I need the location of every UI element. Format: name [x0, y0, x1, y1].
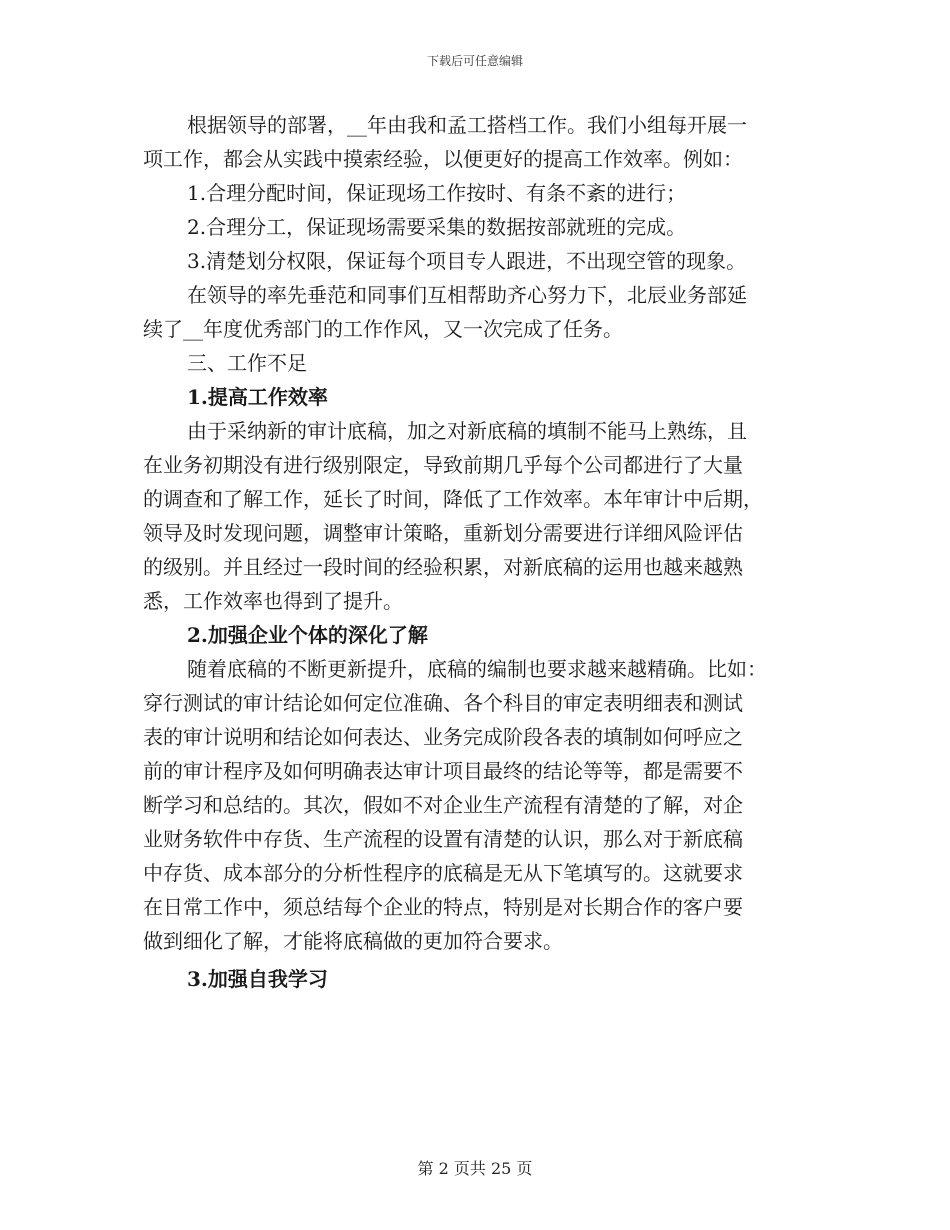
paragraph-line: 表的审计说明和结论如何表达、业务完成阶段各表的填制如何呼应之 [143, 725, 743, 749]
list-item: 1.合理分配时间，保证现场工作按时、有条不紊的进行； [187, 181, 687, 205]
paragraph-line: 在业务初期没有进行级别限定，导致前期几乎每个公司都进行了大量 [143, 453, 743, 477]
paragraph-line: 穿行测试的审计结论如何定位准确、各个科目的审定表明细表和测试 [143, 691, 743, 715]
paragraph-line: 领导及时发现问题，调整审计策略，重新划分需要进行详细风险评估 [143, 521, 743, 545]
paragraph-line: 做到细化了解，才能将底稿做的更加符合要求。 [143, 929, 563, 953]
page-number: 第 2 页共 25 页 [417, 1159, 533, 1178]
paragraph-line: 续了__年度优秀部门的工作作风，又一次完成了任务。 [143, 317, 623, 341]
paragraph-line: 在日常工作中，须总结每个企业的特点，特别是对长期合作的客户要 [143, 895, 743, 919]
paragraph-line: 的调查和了解工作，延长了时间，降低了工作效率。本年审计中后期， [143, 487, 763, 511]
paragraph-line: 业财务软件中存货、生产流程的设置有清楚的认识，那么对于新底稿 [143, 827, 743, 851]
paragraph-line: 断学习和总结的。其次，假如不对企业生产流程有清楚的了解，对企 [143, 793, 743, 817]
paragraph-line: 在领导的率先垂范和同事们互相帮助齐心努力下，北辰业务部延 [187, 283, 747, 307]
subsection-heading: 1.提高工作效率 [187, 385, 328, 409]
subsection-heading: 2.加强企业个体的深化了解 [187, 623, 428, 647]
page-header: 下载后可任意编辑 [426, 54, 523, 68]
paragraph-line: 根据领导的部署，__年由我和孟工搭档工作。我们小组每开展一 [187, 113, 747, 137]
subsection-heading: 3.加强自我学习 [187, 967, 328, 991]
paragraph-line: 随着底稿的不断更新提升，底稿的编制也要求越来越精确。比如： [187, 657, 767, 681]
paragraph-line: 中存货、成本部分的分析性程序的底稿是无从下笔填写的。这就要求 [143, 861, 743, 885]
paragraph-line: 由于采纳新的审计底稿，加之对新底稿的填制不能马上熟练，且 [187, 419, 747, 443]
paragraph-line: 项工作，都会从实践中摸索经验，以便更好的提高工作效率。例如： [143, 147, 743, 171]
list-item: 2.合理分工，保证现场需要采集的数据按部就班的完成。 [187, 215, 687, 239]
paragraph-line: 的级别。并且经过一段时间的经验积累，对新底稿的运用也越来越熟 [143, 555, 743, 579]
list-item: 3.清楚划分权限，保证每个项目专人跟进，不出现空管的现象。 [187, 249, 747, 273]
paragraph-line: 前的审计程序及如何明确表达审计项目最终的结论等等，都是需要不 [143, 759, 743, 783]
section-heading: 三、工作不足 [187, 351, 307, 375]
document-body [143, 108, 808, 996]
paragraph-line: 悉，工作效率也得到了提升。 [143, 589, 403, 613]
